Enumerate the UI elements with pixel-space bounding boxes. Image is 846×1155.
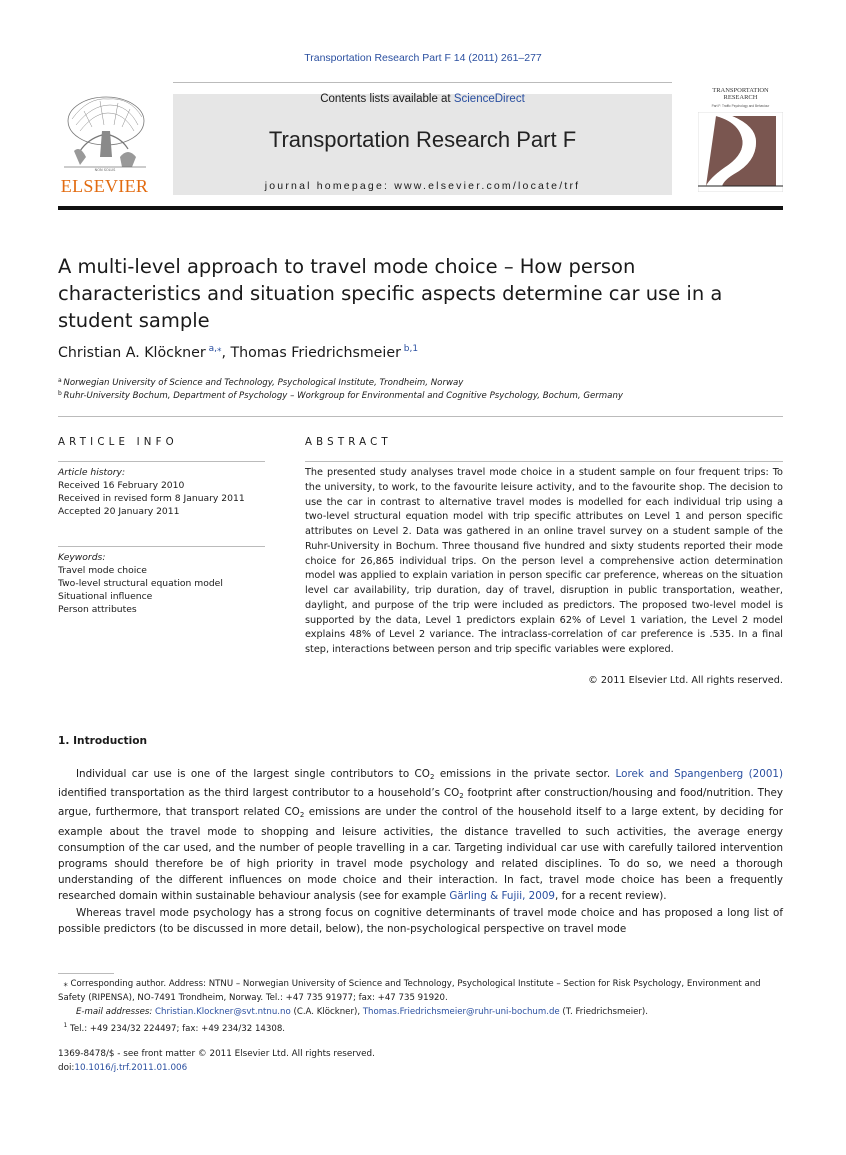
intro-text: , for a recent review). [555,890,667,903]
email-owner: (C.A. Klöckner), [290,1007,363,1017]
keywords-divider [58,546,265,547]
article-title: A multi-level approach to travel mode choice – How person characteristics and situation specific aspects determine car use in a student sample [58,255,723,332]
footnote-corresponding [58,977,783,1005]
issn-line: 1369-8478/$ - see front matter © 2011 Elsevier Ltd. All rights reserved. [58,1049,375,1059]
intro-text: emissions are under the control of the household itself to a large extent, by deciding for example about the travel mode to shopping and leisure activities, the distance travelled to such activities, the average energy consumption of the car used, and the number of people travelling in a car. Targeting individual car use with carefully tailored intervention programs should therefore be of high priority in travel mode psychology and related disciplines. To do so, we need a thorough understanding of the different influences on mode choice and their interaction. In fact, travel mode choice has been a frequently researched domain within sustainable behaviour analysis (see for example [58,806,783,903]
svg-text:NON SOLUS: NON SOLUS [94,168,116,172]
author-name: Christian A. Klöckner [58,345,206,361]
footnote-1 [58,1019,783,1036]
footnote-emails [58,1005,783,1019]
contents-line [173,93,672,105]
elsevier-wordmark: ELSEVIER [60,176,149,196]
abstract-copyright: © 2011 Elsevier Ltd. All rights reserved. [588,675,783,686]
journal-cover-image [698,112,783,192]
top-divider [173,82,672,83]
doi-label: doi: [58,1063,75,1073]
history-accepted: Accepted 20 January 2011 [58,506,180,517]
footnote-mark: 1 [63,1022,68,1029]
email-link[interactable]: Christian.Klockner@svt.ntnu.no [155,1007,291,1017]
header-rule [58,206,783,210]
affiliation-text: Ruhr-University Bochum, Department of Psychology – Workgroup for Environmental and Cognitive Psychology, Bochum, Germany [63,391,623,401]
introduction-heading: 1. Introduction [58,735,148,747]
doi-line [58,1061,375,1075]
footnote-1-text: Tel.: +49 234/32 224497; fax: +49 234/32 14308. [70,1023,286,1034]
introduction-body [58,766,783,937]
journal-title: Transportation Research Part F [268,127,577,152]
abstract-divider [305,461,783,462]
author-list [58,344,418,361]
contents-prefix: Contents lists available at [320,93,454,105]
abstract-heading: ABSTRACT [305,437,392,448]
author-name: Thomas Friedrichsmeier [230,345,401,361]
article-history-label: Article history: [58,467,126,478]
intro-text: Individual car use is one of the largest single contributors to CO [76,768,430,780]
homepage-url[interactable]: www.elsevier.com/locate/trf [394,180,581,192]
footnote-mark: ⁎ [63,979,68,989]
keyword: Travel mode choice [58,565,147,576]
footnotes [58,977,783,1036]
keywords-label: Keywords: [58,552,106,563]
affiliation [58,390,623,401]
footnote-divider [58,973,114,974]
cover-subtitle: Part F: Traffic Psychology and Behaviour [711,104,770,108]
intro-text: identified transportation as the third largest contributor to a household’s CO [58,787,460,800]
keyword: Situational influence [58,591,153,602]
article-info-divider [58,461,265,462]
keyword: Person attributes [58,604,137,615]
affiliation-mark: a [58,377,62,384]
intro-text: footprint after construction/housing and food/nutrition. They argue, furthermore, that transport related CO [58,787,783,819]
subscript-2: 2 [299,811,305,820]
elsevier-tree-logo [58,91,151,173]
author-affiliation-mark[interactable]: a,⁎ [208,344,222,354]
citation-link-lorek[interactable]: Lorek and Spangenberg (2001) [615,768,784,780]
footnote-corresponding-text: Corresponding author. Address: NTNU – Norwegian University of Science and Technology, Psychological Institute – Section for Risk Psychology, Environment and Safety (RIPENSA), NO-7491 Trondheim, Norway. Tel.: +47 735 91977; fax: +47 735 91920. [58,979,761,1003]
abstract-text: The presented study analyses travel mode choice in a student sample on four frequent trips: To the university, to work, to the favourite leisure activity, and to the favourite shop. The decision to use the car in contrast to alternative travel modes is modelled for each individual trip using a two-level structural equation model with trip specific attributes on Level 1 and person specific attributes on Level 2. Data was gathered in an online travel survey on a student sample of the Ruhr-University in Bochum. Three thousand five hundred and sixty students reported their mode choice for 26,865 individual trips. On the person level a comprehensive action determination model was applied to explain variation in person specific car preference, whereas on the situation level car availability, trip duration, day of travel, disruption in public transportation, weather, daylight, and purpose of the trip were included as predictors. The proposed two-level model is supported by the data, Level 1 predictors explain 62% of Level 1 variation, the Level 2 model explains 48% of Level 2 variance. The intraclass-correlation of car preference is .535. In a final step, interactions between person and trip specific variables were explored. [305,467,783,656]
subscript-2: 2 [429,773,435,781]
citation-link-garling[interactable]: Gärling & Fujii, 2009 [449,890,556,903]
doi-link[interactable]: 10.1016/j.trf.2011.01.006 [74,1063,188,1073]
email-owner: (T. Friedrichsmeier). [559,1007,648,1017]
affiliation-mark: b [58,390,62,397]
intro-paragraph: Whereas travel mode psychology has a strong focus on cognitive determinants of travel mode choice and has proposed a long list of possible predictors (to be discussed in more detail, below), the non-psychological perspective on travel mode [58,906,783,935]
sciencedirect-link[interactable]: ScienceDirect [453,93,525,105]
homepage-label: journal homepage: [264,180,395,192]
email-link[interactable]: Thomas.Friedrichsmeier@ruhr-uni-bochum.de [362,1007,560,1017]
affiliation [58,377,463,388]
author-affiliation-mark[interactable]: b,1 [403,344,419,354]
history-received: Received 16 February 2010 [58,480,185,491]
affiliation-text: Norwegian University of Science and Technology, Psychological Institute, Trondheim, Norway [63,378,464,388]
journal-homepage [173,180,672,192]
article-info-heading: ARTICLE INFO [58,437,178,448]
affiliation-divider [58,416,783,417]
keyword: Two-level structural equation model [58,578,223,589]
intro-text: emissions in the private sector. [434,768,616,780]
intro-paragraph [58,766,783,905]
front-matter [58,1047,375,1075]
email-label: E-mail addresses: [76,1007,153,1017]
subscript-2: 2 [459,792,464,801]
author-separator: , [221,345,231,361]
history-revised: Received in revised form 8 January 2011 [58,493,245,504]
journal-citation[interactable]: Transportation Research Part F 14 (2011) 261–277 [304,52,542,64]
cover-title: TRANSPORTATION RESEARCH [712,87,769,101]
